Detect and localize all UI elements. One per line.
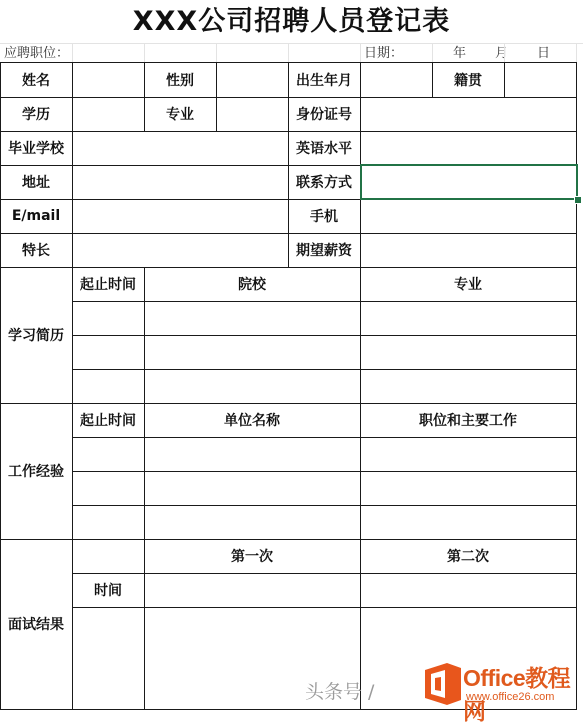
interview-first-header: 第一次	[231, 549, 273, 565]
date-day-label: 日	[537, 46, 551, 61]
work-period-header: 起止时间	[80, 413, 136, 429]
label-mobile: 手机	[310, 209, 338, 225]
label-email: E/mail	[11, 208, 61, 224]
form-title: XXX公司招聘人员登记表	[132, 6, 451, 37]
input-name[interactable]	[72, 62, 144, 97]
input-address[interactable]	[72, 165, 288, 199]
interview-time-label: 时间	[94, 583, 122, 599]
input-education[interactable]	[72, 97, 144, 131]
label-specialty: 特长	[22, 243, 50, 259]
input-birth[interactable]	[360, 62, 432, 97]
study-period-header: 起止时间	[80, 277, 136, 293]
watermark-url: www.office26.com	[466, 691, 555, 703]
label-major: 专业	[166, 107, 194, 123]
input-salary[interactable]	[360, 233, 576, 267]
interview-second-header: 第二次	[447, 549, 489, 565]
date-year-label: 年	[453, 46, 467, 61]
selected-cell-contact[interactable]	[360, 164, 578, 200]
watermark-brand: Office教程网	[463, 665, 571, 724]
input-id-number[interactable]	[360, 97, 576, 131]
section-work: 工作经验	[8, 464, 64, 480]
date-month-label: 月	[495, 46, 509, 61]
label-school: 毕业学校	[8, 141, 64, 157]
input-specialty[interactable]	[72, 233, 288, 267]
office-logo-icon	[421, 660, 465, 708]
label-native: 籍贯	[454, 72, 482, 89]
label-education: 学历	[22, 107, 50, 123]
label-contact: 联系方式	[296, 175, 352, 191]
label-birth: 出生年月	[296, 72, 352, 89]
section-study: 学习简历	[8, 328, 64, 344]
input-major[interactable]	[216, 97, 288, 131]
label-gender: 性别	[166, 72, 194, 89]
study-major-header: 专业	[454, 277, 482, 293]
section-interview: 面试结果	[8, 617, 64, 633]
label-name: 姓名	[22, 72, 50, 89]
study-school-header: 院校	[238, 277, 266, 293]
date-label: 日期：	[364, 46, 404, 61]
label-id-number: 身份证号	[296, 107, 352, 123]
work-duties-header: 职位和主要工作	[419, 413, 517, 429]
label-salary: 期望薪资	[296, 243, 352, 259]
work-company-header: 单位名称	[224, 413, 280, 429]
position-label: 应聘职位：	[4, 46, 70, 61]
input-mobile[interactable]	[360, 199, 576, 233]
input-email[interactable]	[72, 199, 288, 233]
watermark-toutiao: 头条号 /	[305, 681, 375, 703]
input-native[interactable]	[504, 62, 576, 97]
input-gender[interactable]	[216, 62, 288, 97]
input-english[interactable]	[360, 131, 576, 165]
label-address: 地址	[22, 175, 50, 191]
input-school[interactable]	[72, 131, 288, 165]
label-english: 英语水平	[296, 141, 352, 157]
